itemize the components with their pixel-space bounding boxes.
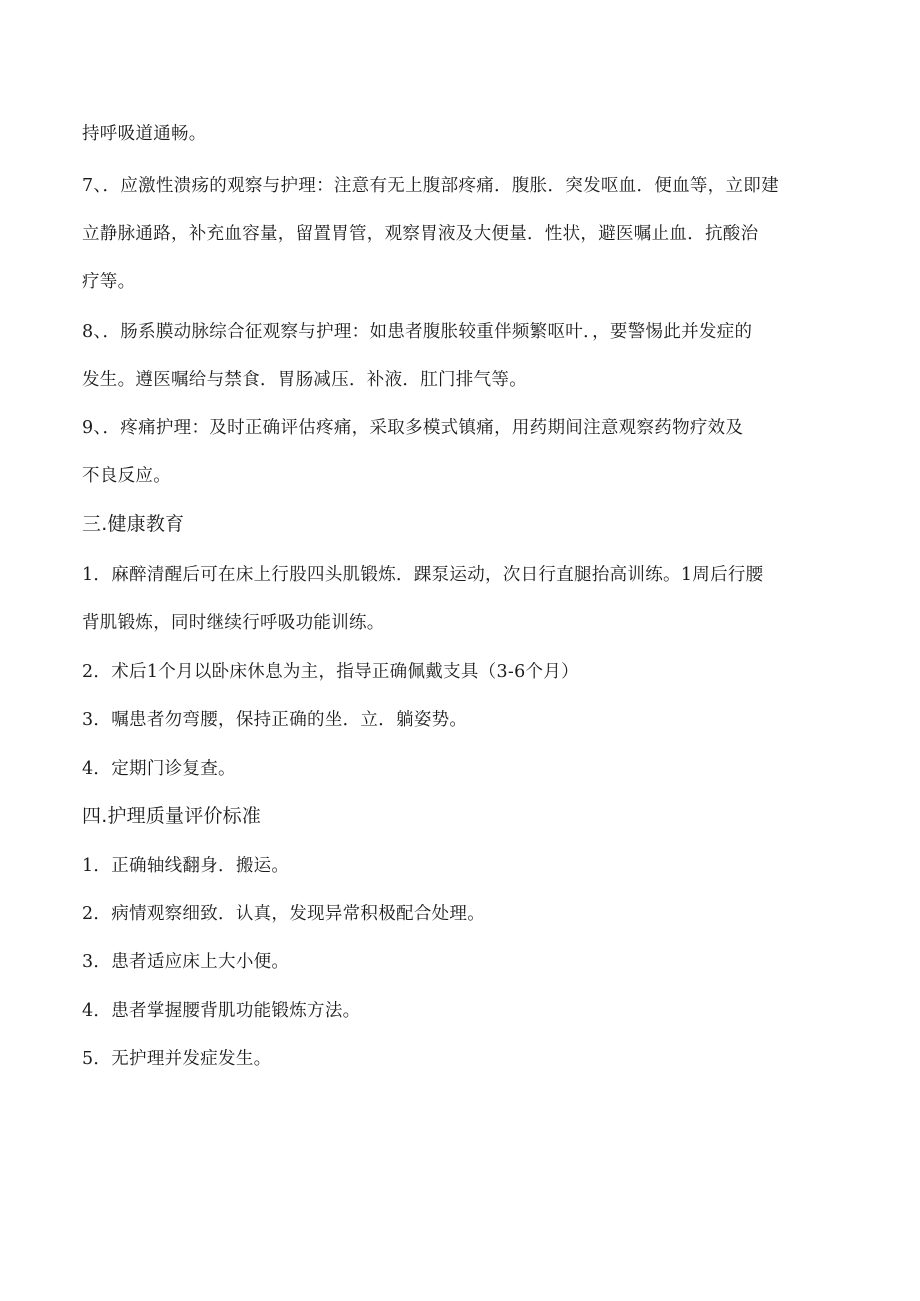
item-9-line-2: 不良反应。 (82, 466, 171, 486)
section-4-heading: 四.护理质量评价标准 (82, 805, 262, 827)
item-7-line-1: 7、．应激性溃疡的观察与护理：注意有无上腹部疼痛．腹胀．突发呕血．便血等，立即建 (82, 176, 779, 196)
section-4-item-1: 1．正确轴线翻身．搬运。 (82, 856, 290, 876)
section-3-item-4: 4．定期门诊复查。 (82, 759, 236, 779)
section-3-item-1-line-2: 背肌锻炼，同时继续行呼吸功能训练。 (82, 613, 385, 633)
section-4-item-4: 4．患者掌握腰背肌功能锻炼方法。 (82, 1001, 361, 1021)
section-4-item-2: 2．病情观察细致．认真，发现异常积极配合处理。 (82, 904, 486, 924)
section-3-heading: 三.健康教育 (82, 513, 185, 535)
item-8-line-2: 发生。遵医嘱给与禁食．胃肠减压．补液．肛门排气等。 (82, 370, 527, 390)
section-4-item-5: 5．无护理并发症发生。 (82, 1049, 272, 1069)
section-3-item-1-line-1: 1．麻醉清醒后可在床上行股四头肌锻炼．踝泵运动，次日行直腿抬高训练。1周后行腰 (82, 565, 764, 585)
section-3-item-3: 3．嘱患者勿弯腰，保持正确的坐．立．躺姿势。 (82, 710, 468, 730)
paragraph-continued-line: 持呼吸道通畅。 (82, 124, 207, 144)
section-4-item-3: 3．患者适应床上大小便。 (82, 952, 290, 972)
item-9-line-1: 9、．疼痛护理：及时正确评估疼痛，采取多模式镇痛，用药期间注意观察药物疗效及 (82, 418, 744, 438)
item-7-line-2: 立静脉通路，补充血容量，留置胃管，观察胃液及大便量．性状，避医嘱止血．抗酸治 (82, 224, 759, 244)
item-8-line-1: 8、．肠系膜动脉综合征观察与护理：如患者腹胀较重伴频繁呕叶．，要警惕此并发症的 (82, 322, 753, 342)
item-7-line-3: 疗等。 (82, 272, 136, 292)
section-3-item-2: 2．术后1个月以卧床休息为主，指导正确佩戴支具（3-6个月） (82, 662, 579, 682)
